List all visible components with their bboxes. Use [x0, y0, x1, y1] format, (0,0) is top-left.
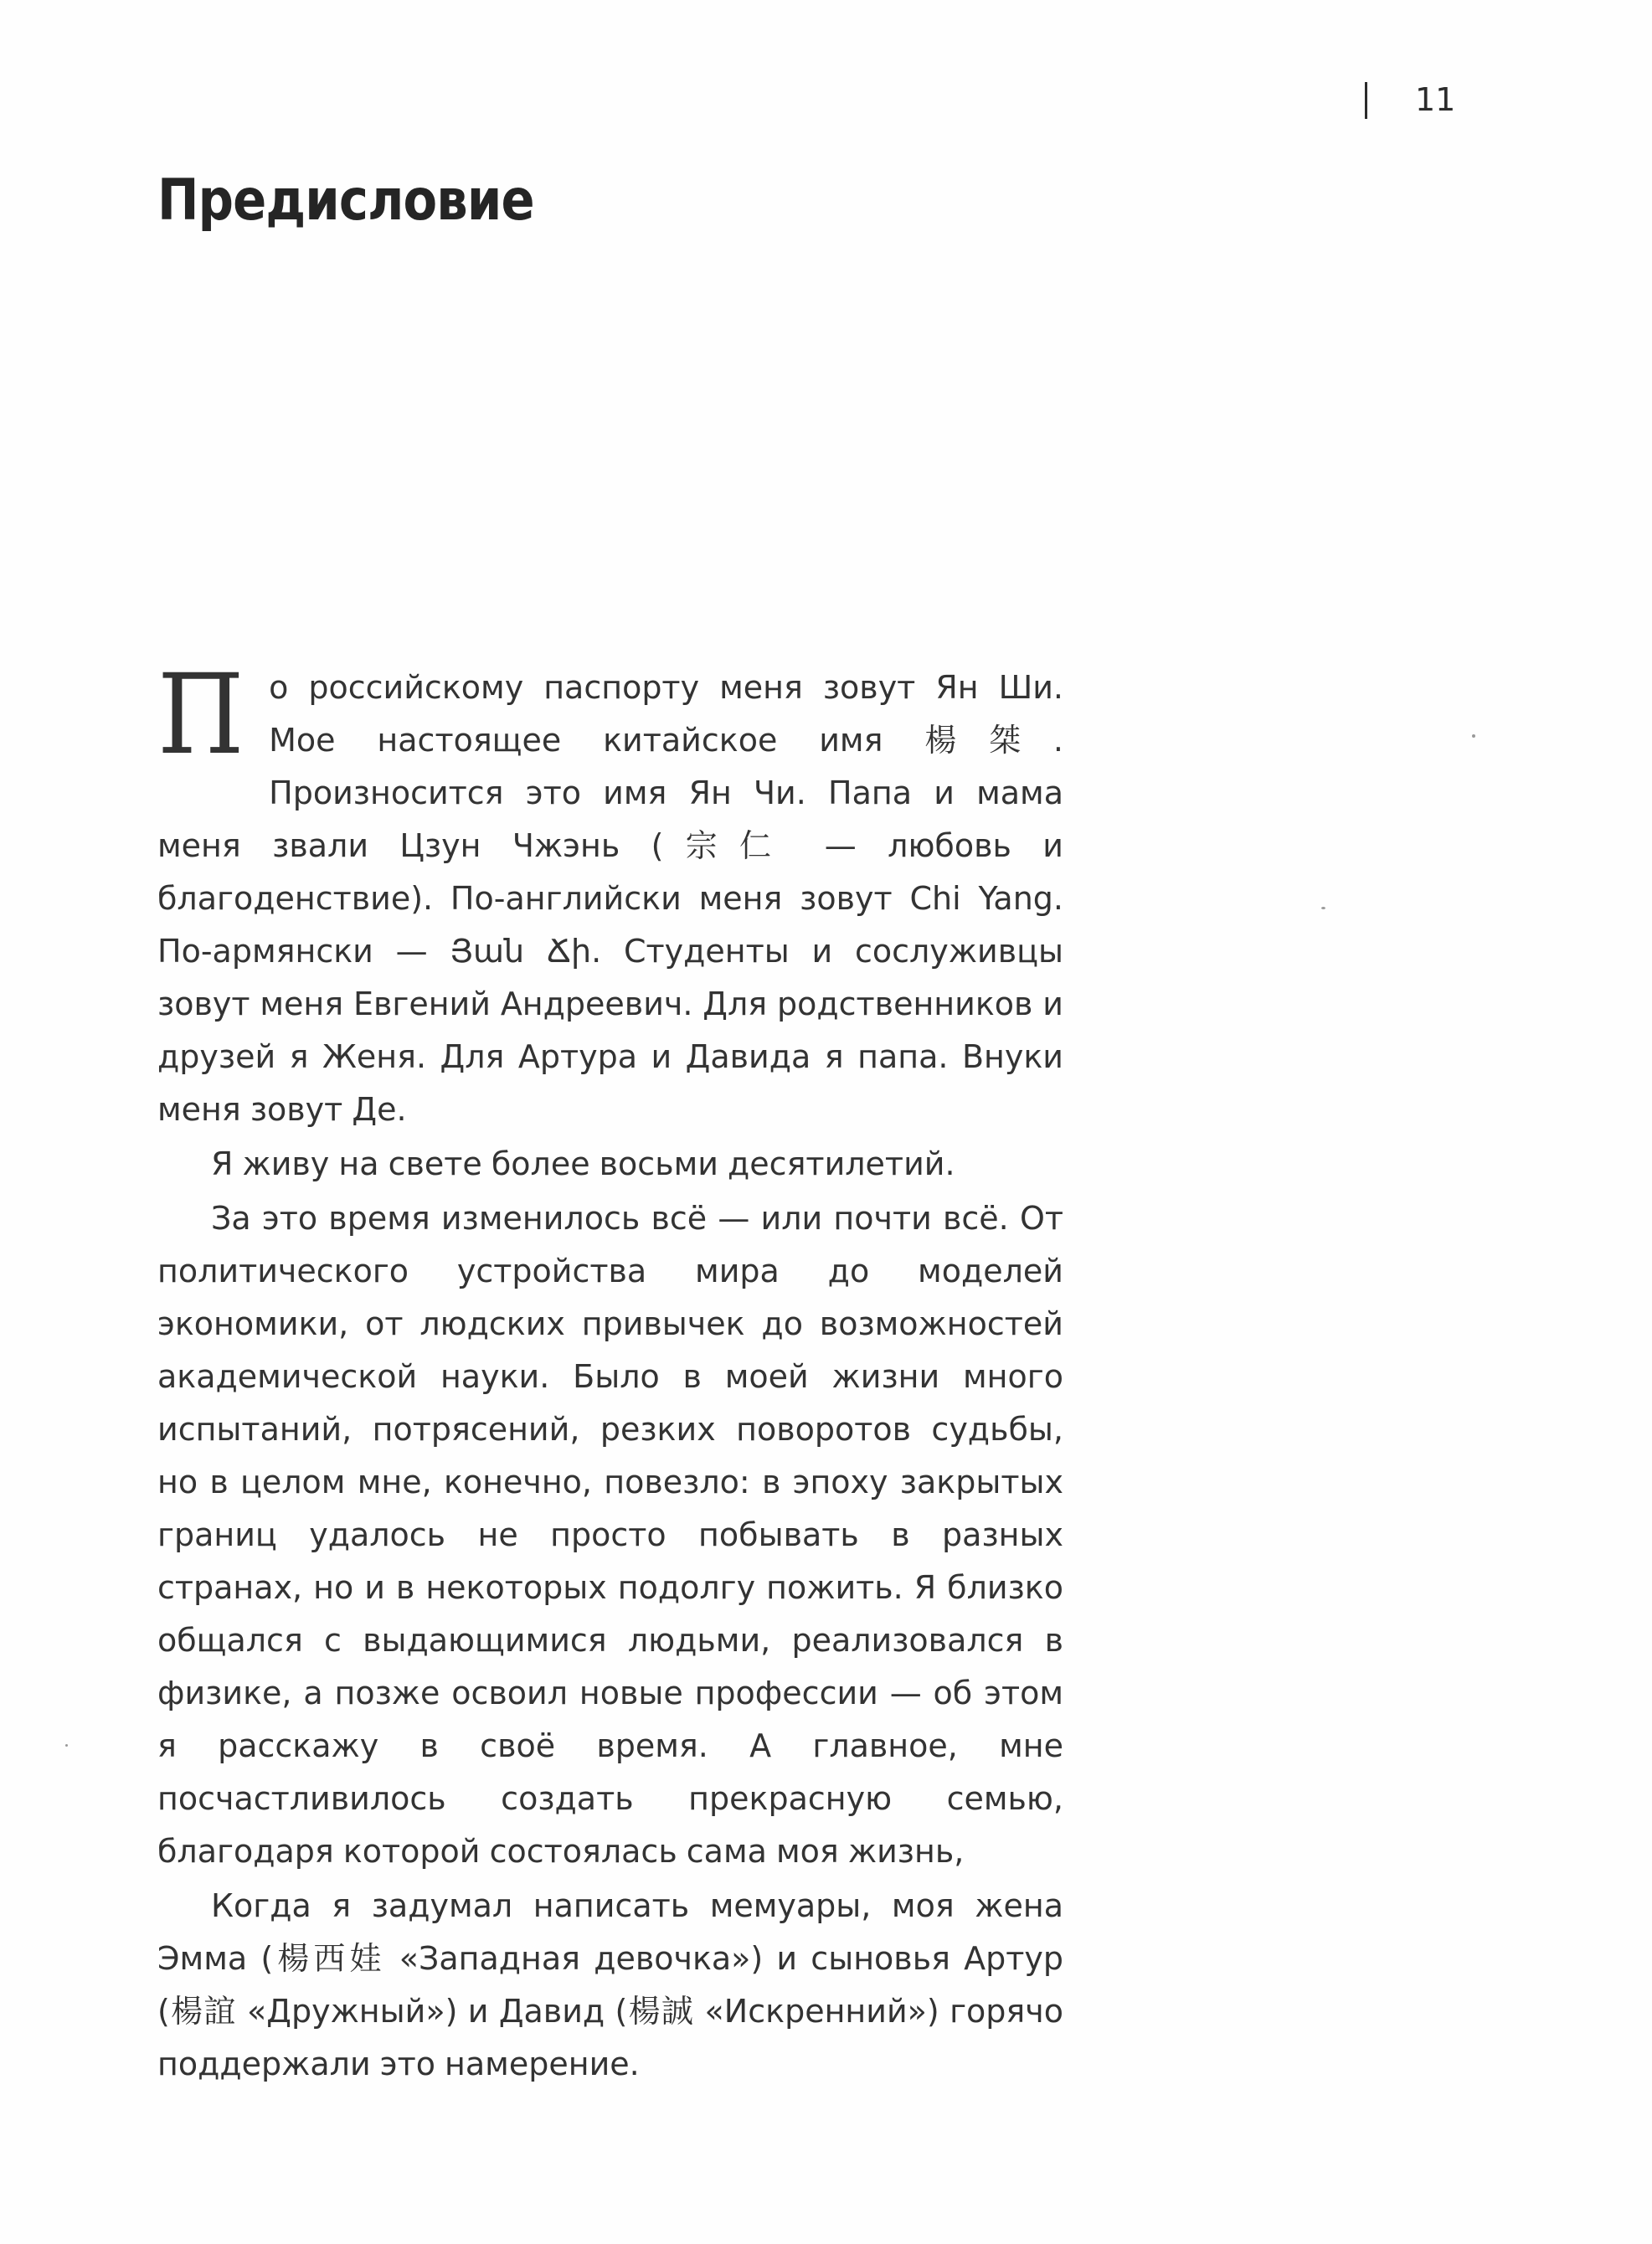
scan-speck [65, 1744, 68, 1747]
paragraph-2: Я живу на свете более восьми десятилетий. [211, 1145, 955, 1182]
chapter-title: Предисловие [157, 167, 534, 234]
paragraph-1 [157, 651, 1063, 1136]
page-number-divider [1365, 82, 1367, 119]
paragraph-3: За это время изменилось всё — или почти всё. От политического устройства мира до моделей экономики, от людских привычек до возможностей академической науки. Было в моей жизни много испытаний, потрясений, резких поворотов судьбы, но в целом мне, конечно, повезло: в эпоху закрытых границ удалось не просто побывать в разных странах, но и в некоторых подолгу пожить. Я близко общался с выдающимися людьми, реализовался в физике, а позже освоил новые профессии — об этом я расскажу в своё время. А главное, мне посчастливилось создать прекрасную семью, благодаря которой состоялась сама моя жизнь, [157, 1200, 1063, 1870]
page-number: 11 [1415, 81, 1456, 118]
paragraph-1-text: о российскому паспорту меня зовут Ян Ши. Мое настоящее китайское имя 楊桀. Произносится это имя Ян Чи. Папа и мама меня звали Цзун Чжэнь (宗仁 — любовь и благоденствие). По-английски меня зовут Chi Yang. По-армянски — Յան Ճի. Студенты и сослуживцы зовут меня Евгений Андреевич. Для родственников и друзей я Женя. Для Артура и Давида я папа. Внуки меня зовут Де. [157, 669, 1063, 1128]
scan-speck [1321, 907, 1325, 909]
scan-speck [1472, 734, 1475, 738]
body-text [157, 651, 1063, 2092]
paragraph-4: Когда я задумал написать мемуары, моя жена Эмма (楊西娃 «Западная девочка») и сыновья Артур (楊誼 «Дружный») и Давид (楊誠 «Искренний») горячо поддержали это намерение. [157, 1887, 1063, 2082]
drop-cap: П [157, 651, 244, 780]
